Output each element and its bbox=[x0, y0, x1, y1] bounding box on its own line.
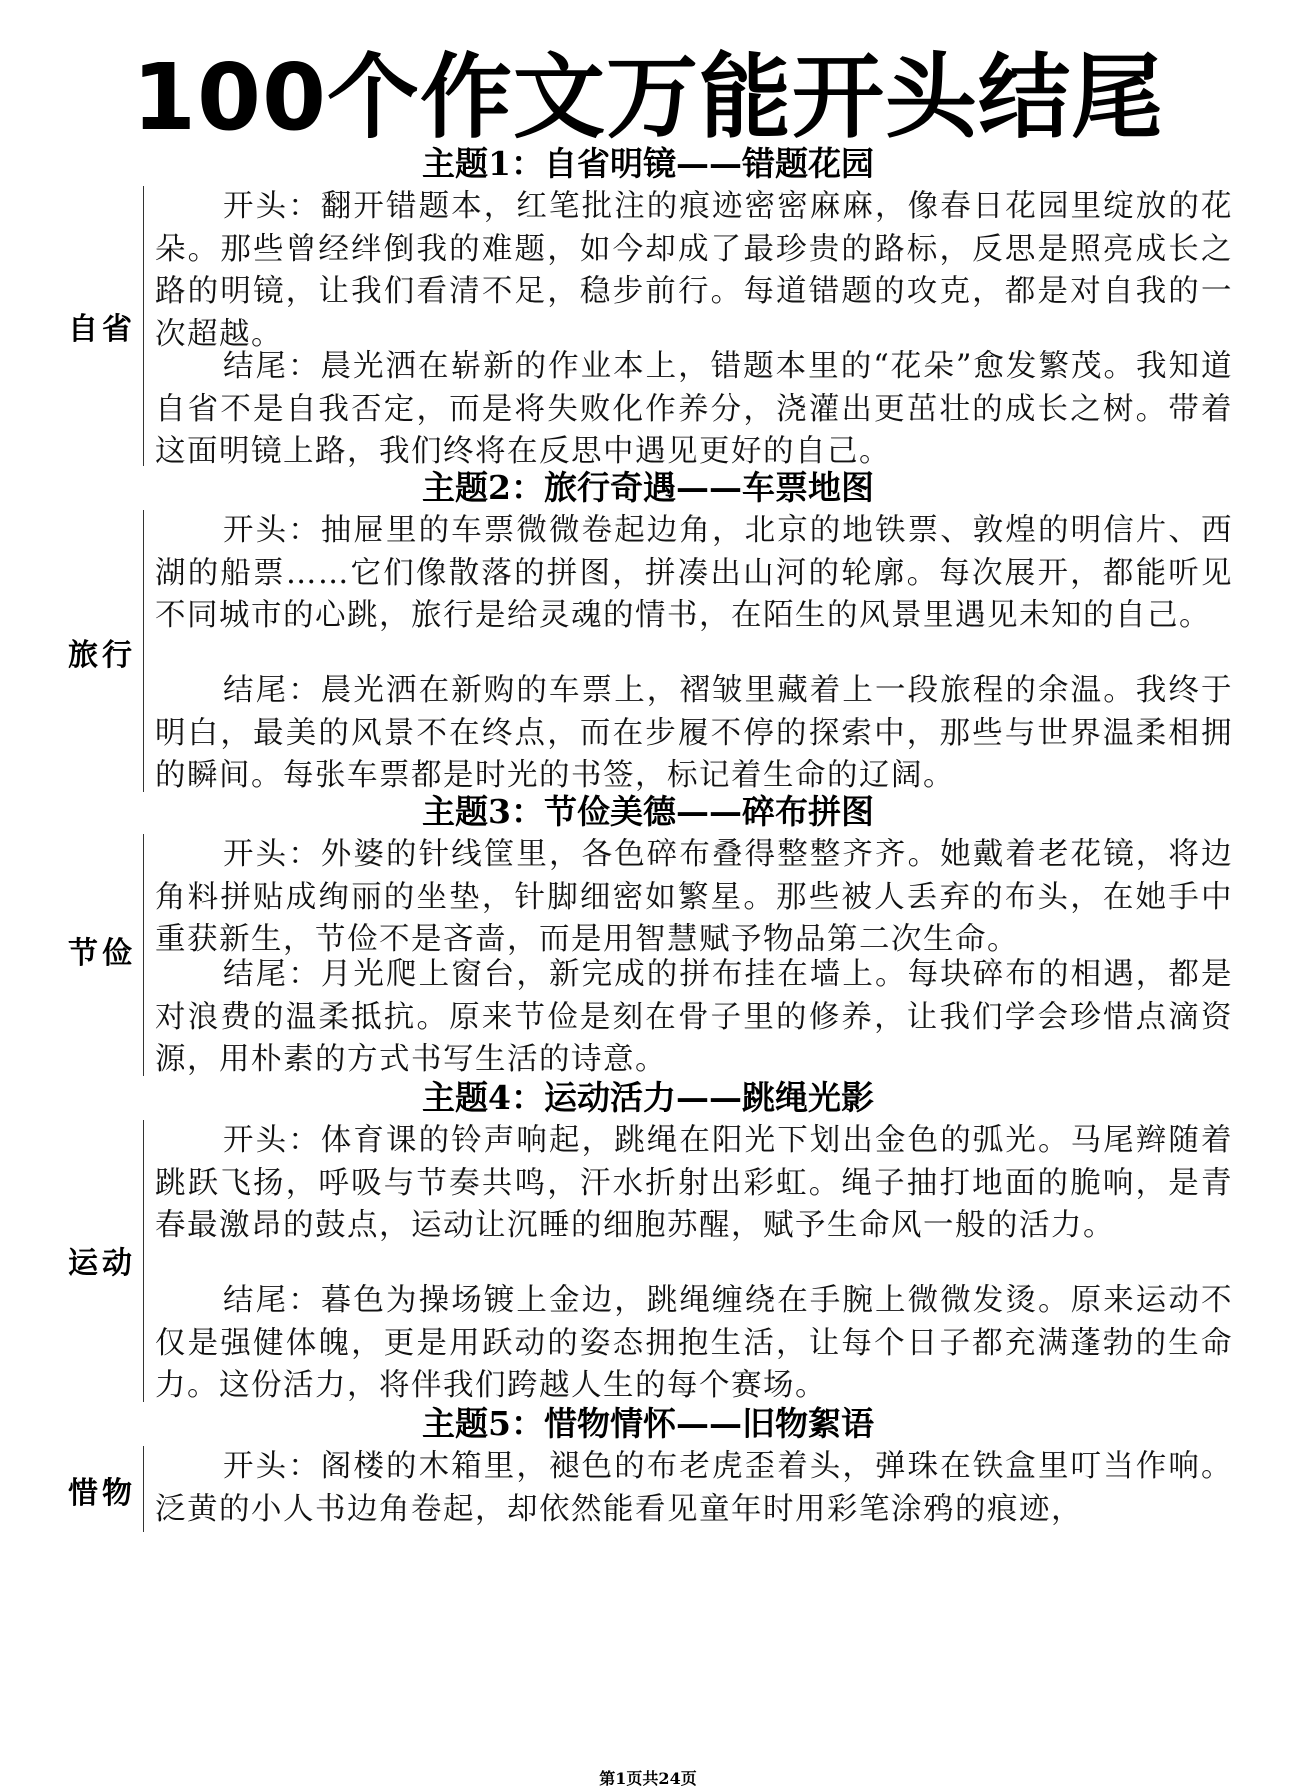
theme-4-divider bbox=[143, 1120, 144, 1402]
theme-1-ending: 结尾：晨光洒在崭新的作业本上，错题本里的“花朵”愈发繁茂。我知道自省不是自我否定，而是将失败化作养分，浇灌出更茁壮的成长之树。带着这面明镜上路，我们终将在反思中遇见更好的自己。 bbox=[155, 349, 1233, 469]
theme-3-divider bbox=[143, 834, 144, 1076]
theme-3-opening: 开头：外婆的针线筐里，各色碎布叠得整整齐齐。她戴着老花镜，将边角料拼贴成绚丽的坐垫，针脚细密如繁星。那些被人丢弃的布头，在她手中重获新生，节俭不是吝啬，而是用智慧赋予物品第二次生命。 bbox=[155, 837, 1233, 957]
theme-5-divider bbox=[143, 1446, 144, 1532]
theme-1-heading: 主题1：自省明镜——错题花园 bbox=[422, 144, 874, 183]
theme-1-label: 自省 bbox=[68, 312, 136, 347]
theme-5-label: 惜物 bbox=[68, 1476, 136, 1511]
theme-2-ending: 结尾：晨光洒在新购的车票上，褶皱里藏着上一段旅程的余温。我终于明白，最美的风景不在终点，而在步履不停的探索中，那些与世界温柔相拥的瞬间。每张车票都是时光的书签，标记着生命的辽阔。 bbox=[155, 673, 1233, 793]
theme-4-heading: 主题4：运动活力——跳绳光影 bbox=[422, 1078, 874, 1117]
theme-2-divider bbox=[143, 510, 144, 792]
theme-2-label: 旅行 bbox=[68, 638, 136, 673]
theme-2-heading: 主题2：旅行奇遇——车票地图 bbox=[422, 468, 874, 507]
theme-4-opening: 开头：体育课的铃声响起，跳绳在阳光下划出金色的弧光。马尾辫随着跳跃飞扬，呼吸与节奏共鸣，汗水折射出彩虹。绳子抽打地面的脆响，是青春最激昂的鼓点，运动让沉睡的细胞苏醒，赋予生命风一般的活力。 bbox=[155, 1123, 1233, 1243]
theme-3-label: 节俭 bbox=[68, 936, 136, 971]
theme-3-heading: 主题3：节俭美德——碎布拼图 bbox=[422, 792, 874, 831]
theme-2-opening: 开头：抽屉里的车票微微卷起边角，北京的地铁票、敦煌的明信片、西湖的船票……它们像散落的拼图，拼凑出山河的轮廓。每次展开，都能听见不同城市的心跳，旅行是给灵魂的情书，在陌生的风景里遇见未知的自己。 bbox=[155, 513, 1233, 633]
theme-1-divider bbox=[143, 186, 144, 466]
theme-4-ending: 结尾：暮色为操场镀上金边，跳绳缠绕在手腕上微微发烫。原来运动不仅是强健体魄，更是用跃动的姿态拥抱生活，让每个日子都充满蓬勃的生命力。这份活力，将伴我们跨越人生的每个赛场。 bbox=[155, 1283, 1233, 1403]
theme-3-ending: 结尾：月光爬上窗台，新完成的拼布挂在墙上。每块碎布的相遇，都是对浪费的温柔抵抗。原来节俭是刻在骨子里的修养，让我们学会珍惜点滴资源，用朴素的方式书写生活的诗意。 bbox=[155, 957, 1233, 1077]
document-title: 100个作文万能开头结尾 bbox=[131, 44, 1165, 151]
theme-5-opening: 开头：阁楼的木箱里，褪色的布老虎歪着头，弹珠在铁盒里叮当作响。泛黄的小人书边角卷起，却依然能看见童年时用彩笔涂鸦的痕迹， bbox=[155, 1449, 1233, 1527]
theme-5-heading: 主题5：惜物情怀——旧物絮语 bbox=[422, 1404, 874, 1443]
theme-4-label: 运动 bbox=[68, 1246, 136, 1281]
page-footer: 第1页共24页 bbox=[599, 1769, 697, 1788]
theme-1-opening: 开头：翻开错题本，红笔批注的痕迹密密麻麻，像春日花园里绽放的花朵。那些曾经绊倒我的难题，如今却成了最珍贵的路标，反思是照亮成长之路的明镜，让我们看清不足，稳步前行。每道错题的攻克，都是对自我的一次超越。 bbox=[155, 189, 1233, 352]
